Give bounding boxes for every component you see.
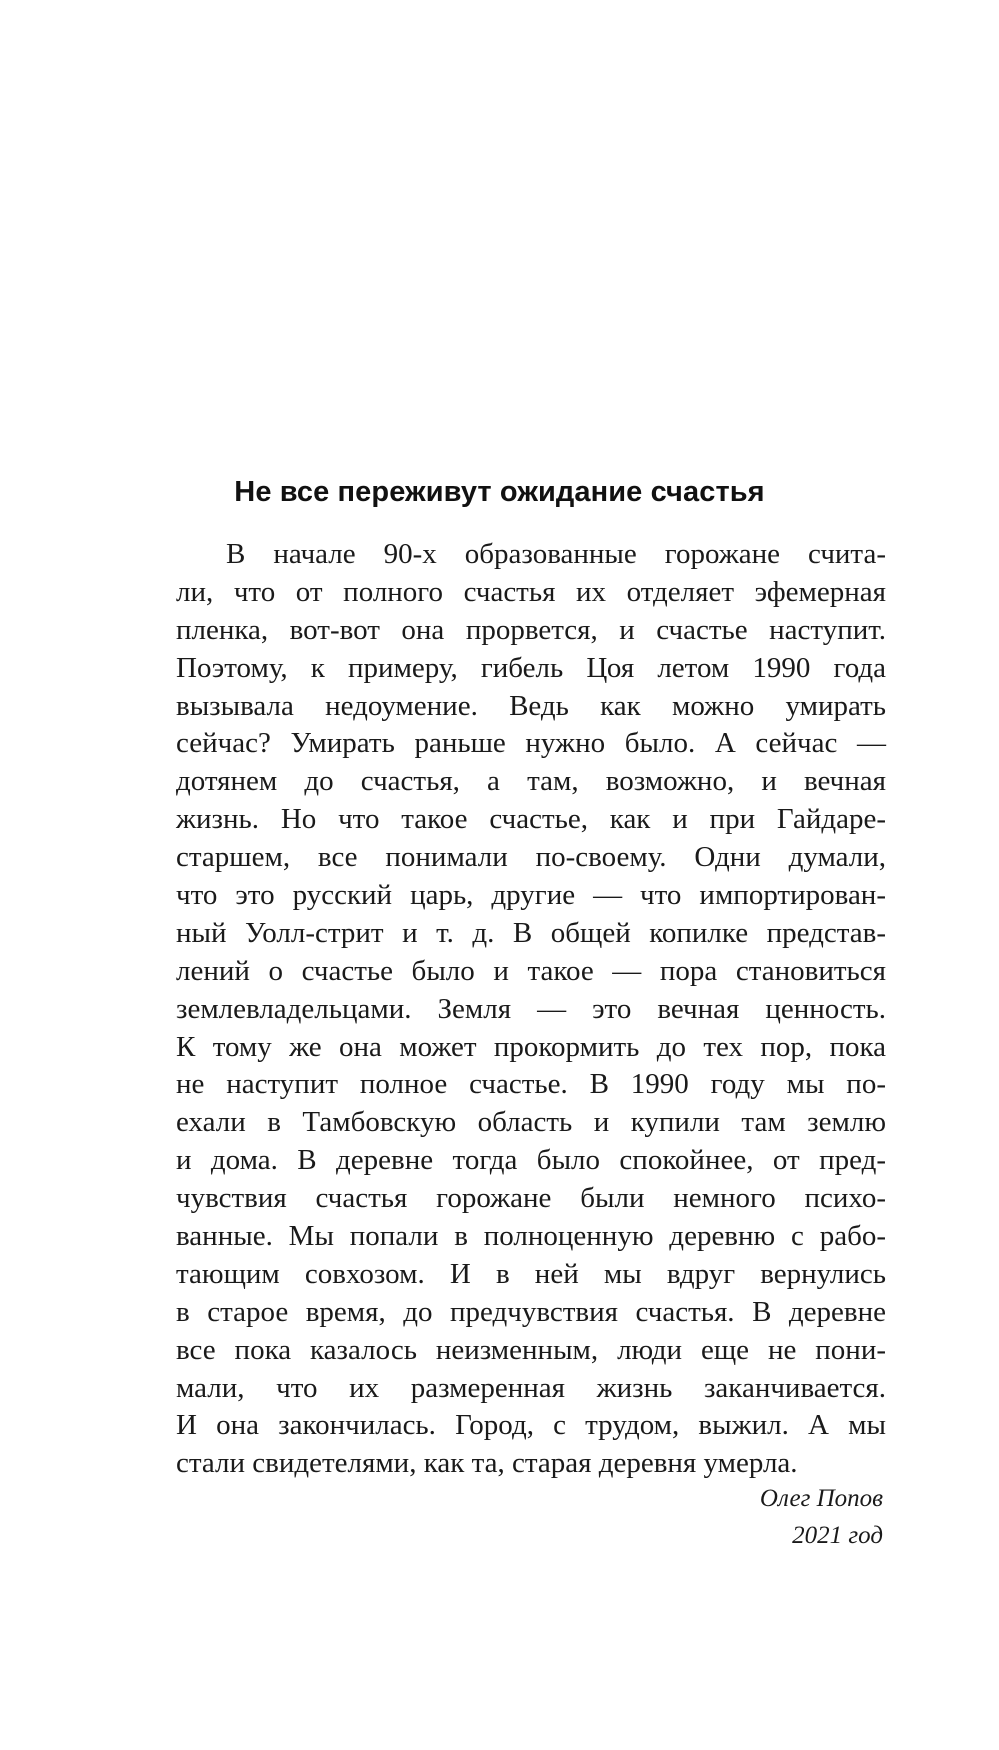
text-line: К тому же она может прокормить до тех пор, пока (176, 1030, 886, 1063)
text-line: старшем, все понимали по-своему. Одни думали, (176, 841, 886, 874)
text-line: Поэтому, к примеру, гибель Цоя летом 1990 года (176, 651, 886, 684)
text-line: лений о счастье было и такое — пора становиться (176, 954, 886, 987)
text-line: тающим совхозом. И в ней мы вдруг вернулись (176, 1257, 886, 1290)
chapter-title: Не все переживут ожидание счастья (234, 476, 765, 508)
text-line: В начале 90-х образованные горожане счита- (226, 538, 886, 570)
text-line: ванные. Мы попали в полноценную деревню с рабо- (176, 1220, 886, 1253)
text-line: пленка, вот-вот она прорвется, и счастье наступит. (176, 613, 886, 646)
text-line: все пока казалось неизменным, люди еще не пони- (176, 1333, 886, 1366)
signature-year: 2021 год (792, 1522, 883, 1549)
text-line: дотянем до счастья, а там, возможно, и вечная (176, 765, 886, 798)
text-line: ный Уолл-стрит и т. д. В общей копилке представ- (176, 916, 886, 949)
text-line: что это русский царь, другие — что импортирован- (176, 879, 886, 912)
text-line: ли, что от полного счастья их отделяет эфемерная (176, 575, 886, 608)
text-line: в старое время, до предчувствия счастья. В деревне (176, 1295, 886, 1328)
text-line: вызывала недоумение. Ведь как можно умирать (176, 689, 886, 722)
text-line: ехали в Тамбовскую область и купили там землю (176, 1106, 886, 1139)
text-line: жизнь. Но что такое счастье, как и при Гайдаре- (176, 803, 886, 836)
signature-block (760, 1480, 883, 1554)
text-line: И она закончилась. Город, с трудом, выжил. А мы (176, 1409, 886, 1442)
text-line: не наступит полное счастье. В 1990 году мы по- (176, 1068, 886, 1101)
article-body (176, 536, 886, 1483)
author-name: Олег Попов (759, 1485, 883, 1512)
text-line: сейчас? Умирать раньше нужно было. А сейчас — (176, 727, 886, 760)
text-line: мали, что их размеренная жизнь заканчивается. (176, 1371, 886, 1404)
text-line: стали свидетелями, как та, старая деревня умерла. (176, 1447, 798, 1480)
text-line: и дома. В деревне тогда было спокойнее, от пред- (176, 1144, 886, 1177)
text-line: чувствия счастья горожане были немного психо- (176, 1182, 886, 1215)
text-line: землевладельцами. Земля — это вечная ценность. (176, 992, 886, 1025)
